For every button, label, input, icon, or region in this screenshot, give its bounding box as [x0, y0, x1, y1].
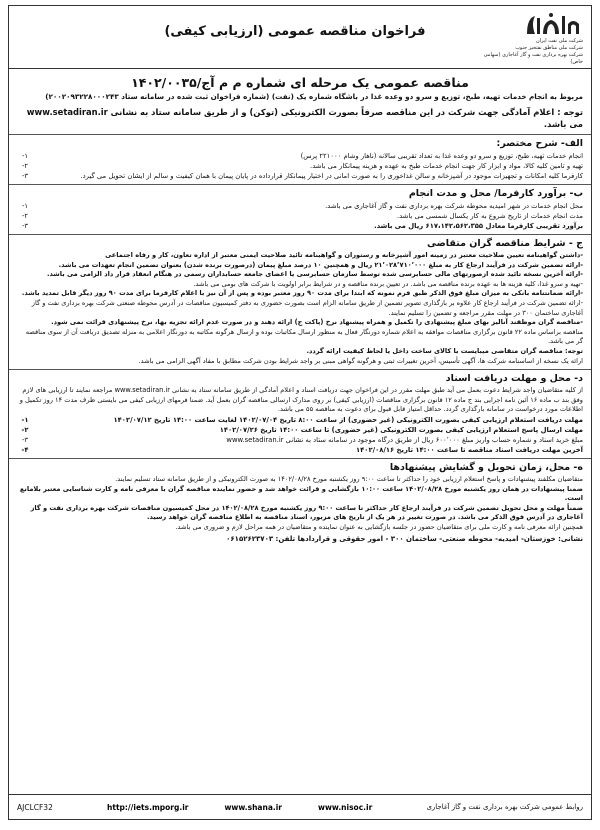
- section-d-intro: از کلیه متقاضیان واجد شرایط دعوت بعمل می آید طبق مهلت مقرر در این فراخوان جهت دریافت اسناد و اعلام آمادگی از طریق سامانه ستاد به نشانی www.setadiran.ir مراجعه نمایند تا ارزیابی های لازم وفق بند ب ماده ۱۶ آئین نامه اجرایی بند ج ماده ۱۲ قانون برگزاری مناقصات (ارزیابی کیفی) بر روی مدارک ارسالی مناقصه گران بعمل آید. ضمنا فرمهای ارزیابی کیفی می بایستی ظرف مدت ۱۴ روز تکمیل و اطلاعات مورد درخواست در سامانه بارگذاری گردد. حداقل امتیاز قابل قبول برای دعوت به مناقصه ۵۵ می باشد.: [19, 386, 583, 414]
- document-header: [9, 6, 591, 69]
- item-number: ۴-: [21, 445, 29, 454]
- list-item: [17, 151, 583, 161]
- document-footer: [9, 794, 591, 819]
- page-title: فراخوان مناقصه عمومی (ارزیابی کیفی): [164, 24, 426, 39]
- section-a: [9, 134, 591, 184]
- condition-paragraph: -مناقصه گران موظفند آنالیز بهای مبلغ پیشنهادی را تکمیل و همراه پیشنهاد نرخ (پاکت ج) ارائه دهند و در صورت عدم ارائه تجزیه بها، نرخ پیشنهادی قرائت نمی شود.: [51, 318, 583, 327]
- document-code: AJCLCF32: [17, 802, 53, 812]
- section-e-title: ه- محل، زمان تحویل و گشایش پیشنهادها: [389, 461, 583, 473]
- list-item: [17, 171, 583, 181]
- list-item: [17, 161, 583, 171]
- list-item: [17, 445, 583, 455]
- footer-link-nisoc[interactable]: www.nisoc.ir: [318, 802, 373, 812]
- item-number: ۳-: [21, 435, 29, 444]
- condition-paragraph: ارائه یک نسخه از اساسنامه شرکت ها، آگهی تأسیس، آخرین تغییرات ثبتی و هرگونه گواهی مبنی بر واجد شرایط بودن شرکت مطابق با مفاد آگهی الزامی می باشد.: [138, 356, 583, 365]
- oil-company-logo-icon: [521, 12, 583, 38]
- item-text: تهیه و تامین کلیه کالا، مواد و ابزار کار جهت انجام خدمات طبخ به عهده و هزینه پیمانکار می باشد.: [310, 162, 583, 170]
- item-number: ۲-: [21, 425, 29, 434]
- item-text: آخرین مهلت دریافت اسناد مناقصه تا ساعت ۱۴:۰۰ تاریخ ۱۴۰۲/۰۸/۱۶: [356, 445, 583, 454]
- condition-paragraph: -ارائه تضمین شرکت در فرآیند ارجاع کار علاوه بر بارگذاری تصویر تضمین از طریق سامانه الزام است بصورت حضوری به دفتر کمیسیون مناقصات در آدرس محوطه صنعتی شرکت بهره برداری نفت و گاز آغاجاری ساختمان ۳۰۰ در مهلت مقرر مراجعه و تضمین را تسلیم نمایند.: [31, 298, 583, 317]
- item-number: ۳-: [21, 172, 29, 180]
- section-c: [9, 234, 591, 369]
- submission-paragraph: ضمناً مهلت و محل تحویل تضمین شرکت در فرآیند ارجاع کار حداکثر تا ساعت ۹:۰۰ روز یکشنبه مورخ ۱۴۰۲/۰۸/۲۸ در محل کمیسیون مناقصات شرکت بهره برداری نفت و گاز آغاجاری در آدرس فوق الذکر می باشد. در صورت تغییر در هر یک از تاریخ های مزبور، اسناد مناقصه به اطلاع مناقصه گران خواهد رسید.: [30, 503, 583, 522]
- item-number: ۱-: [21, 415, 29, 424]
- item-number: ۱-: [21, 152, 29, 160]
- section-b: [9, 184, 591, 234]
- condition-note: توجه: مناقصه گران متقاضی میبایست با کالای ساخت داخل یا لحاظ کیفیت ارائه گردد.: [306, 346, 583, 355]
- condition-paragraph: -ارائه تضمین شرکت در فرآیند ارجاع کار به مبلغ ۲۱٬۰۲۸٬۷۱۰٬۰۰۰ ریال و همچنین ۱۰ درصد مبلغ پیمان (درصورت برنده شدن) بعنوان تضمین انجام تعهدات می باشد.: [58, 260, 583, 269]
- footer-organization: روابط عمومی شرکت بهره برداری نفت و گاز آغاجاری: [426, 803, 583, 811]
- contact-address: نشانی: خوزستان- امیدیه- محوطه صنعتی- ساختمان ۳۰۰ - امور حقوقی و قراردادها تلفن: ۰۶۱۵۲۶۲۳۷۰۳: [226, 535, 583, 544]
- item-text: مهلت دریافت استعلام ارزیابی کیفی بصورت الکترونیکی (غیر حضوری) از ساعت ۸:۰۰ تاریخ ۱۴۰۲/۰۷/۰۴ لغایت ساعت ۱۴:۰۰ تاریخ ۱۴۰۲/۰۷/۱۲: [113, 415, 583, 424]
- footer-websites: [107, 803, 372, 812]
- section-c-title: ج - شرایط مناقصه گران متقاضی: [427, 238, 583, 249]
- item-number: ۲-: [21, 212, 29, 220]
- list-item: [17, 425, 583, 435]
- footer-link-iets[interactable]: http://iets.mporg.ir: [107, 802, 189, 812]
- item-number: ۳-: [21, 222, 29, 230]
- item-text: انجام خدمات تهیه، طبخ، توزیع و سرو دو وعده غذا به تعداد تقریبی سالانه (ناهار وشام ۲۲۱۰۰۰ پرس): [300, 152, 583, 160]
- submission-paragraph: متقاضیان مکلفند پیشنهادات و پاسخ استعلام ارزیابی خود را حداکثر تا ساعت ۹:۰۰ روز یکشنبه مورخ ۱۴۰۲/۰۸/۲۸ به صورت الکترونیکی و از طریق سامانه ستاد تسلیم نمایند.: [115, 474, 583, 483]
- list-item: [17, 435, 583, 445]
- section-e: [9, 458, 591, 548]
- item-text: کارفرما کلیه امکانات و تجهیزات موجود در آشپزخانه و سالن غذاخوری را به صورت امانی در اختیار پیمانکار قرارداده در پایان پیمان با همان کیفیت و سالم از ایشان تحویل می گیرد.: [80, 172, 583, 180]
- tender-subline: مربوط به انجام خدمات تهیه، طبخ، توزیع و سرو دو وعده غذا در باشگاه شماره یک (نفت) (شماره فراخوان ثبت شده در سامانه ستاد ۲۰۰۲۰۹۳۲۲۸۰۰۰۲۴۳): [45, 92, 583, 101]
- list-item: [17, 211, 583, 221]
- footer-link-shana[interactable]: www.shana.ir: [224, 802, 283, 812]
- logo-line-2: شرکت ملی مناطق نفتخیز جنوب: [515, 45, 583, 51]
- item-text: مبلغ خرید اسناد و شماره حساب واریز مبلغ ۶۰۰٬۰۰۰ ریال از طریق درگاه موجود در سامانه ستاد به نشانی www.setadiran.ir: [226, 435, 583, 444]
- submission-paragraph: ضمنا پیشنهادات در همان روز یکشنبه مورخ ۱۴۰۲/۰۸/۲۸ ساعت ۱۰:۰۰ بازگشایی و قرائت خواهد شد و حضور نماینده مناقصه گران با معرفی نامه و کارت شناسایی معتبر بلامانع است.: [19, 484, 583, 503]
- item-text: محل انجام خدمات در شهر امیدیه محوطه شرکت بهره برداری نفت و گاز آغاجاری می باشد.: [325, 202, 583, 210]
- condition-paragraph: -ارائه آخرین نسخه تائید شده ازصورتهای مالی حسابرسی شده توسط سازمان حسابرسی یا اعضای جامعه حسابداران رسمی در هنگام انعقاد قرار داد الزامی می باشد.: [46, 270, 583, 279]
- section-d: [9, 369, 591, 458]
- section-d-title: د- محل و مهلت دریافت اسناد: [445, 373, 583, 385]
- item-text: مدت انجام خدمات از تاریخ شروع به کار یکسال شمسی می باشد.: [396, 212, 583, 220]
- nioc-logo: [473, 12, 583, 66]
- electronic-notice: توجه : اعلام آمادگی جهت شرکت در این مناقصه صرفاً بصورت الکترونیکی (توکن) و از طریق سامانه ستاد به نشانی www.setadiran.ir می باشد.: [26, 107, 583, 129]
- condition-paragraph: -داشتن گواهینامه تعیین صلاحیت معتبر در زمینه امور آشپزخانه و رستوران و گواهینامه تائید صلاحیت ایمنی معتبر از اداره تعاون، کار و رفاه اجتماعی: [105, 251, 583, 259]
- tender-headline: مناقصه عمومی یک مرحله ای شماره م م آج/۱۴۰۲/۰۰۳۵: [131, 75, 469, 90]
- logo-line-3: شرکت بهره برداری نفت و گاز آغاجاری (سهامی خاص): [483, 52, 583, 65]
- logo-line-1: شرکت ملی نفت ایران: [536, 38, 583, 44]
- item-text: برآورد تقریبی کارفرما معادل ۶۱۷،۱۴۲،۵۶۲،۳۵۵ ریال می باشد.: [374, 222, 583, 230]
- section-a-title: الف- شرح مختصر:: [496, 138, 583, 149]
- section-b-title: ب- برآورد کارفرما/ محل و مدت انجام: [408, 188, 583, 199]
- condition-paragraph: مناقصه براساس ماده ۲۲ قانون برگزاری مناقصات موافقه به اعلام شماره دورنگار فعال به منظور ارسال مکاتبات بوده و ارسال هرگونه مکاتبه به دورنگار اعلامی به منزله تصدیق دریافت آن از سوی مناقصه گر می باشد.: [25, 327, 583, 346]
- list-item: [17, 415, 583, 425]
- item-number: ۲-: [21, 162, 29, 170]
- list-item: [17, 221, 583, 231]
- tender-notice-page: [8, 5, 592, 820]
- item-number: ۱-: [21, 202, 29, 210]
- list-item: [17, 201, 583, 211]
- submission-paragraph: همچنین ارائه معرفی نامه و کارت ملی برای متقاضیان حضور در جلسه بازگشایی به عنوان نماینده و متقاضیان در همه مراحل لازم و ضروری می باشد.: [175, 522, 583, 531]
- condition-paragraph: -تهیه و سرو غذا، کلیه هزینه ها به عهده برنده مناقصه می باشد. در تعیین برنده مناقصه و در شرایط برابر اولویت با شرکت های بومی می باشد.: [193, 279, 583, 288]
- item-text: مهلت ارسال پاسخ استعلام ارزیابی کیفی بصورت الکترونیکی (غیر حضوری) تا ساعت ۱۴:۰۰ تاریخ ۱۴۰۲/۰۷/۲۶: [219, 425, 583, 434]
- condition-paragraph: -ارائه ضمانتنامه بانکی به میزان مبلغ فوق الذکر طبق فرم نمونه که ابتدا برای مدت ۹۰ روز معتبر بوده و پس از آن نیز با اعلام کارفرما برای مدت ۹۰ روز دیگر قابل تمدید باشد.: [21, 289, 583, 298]
